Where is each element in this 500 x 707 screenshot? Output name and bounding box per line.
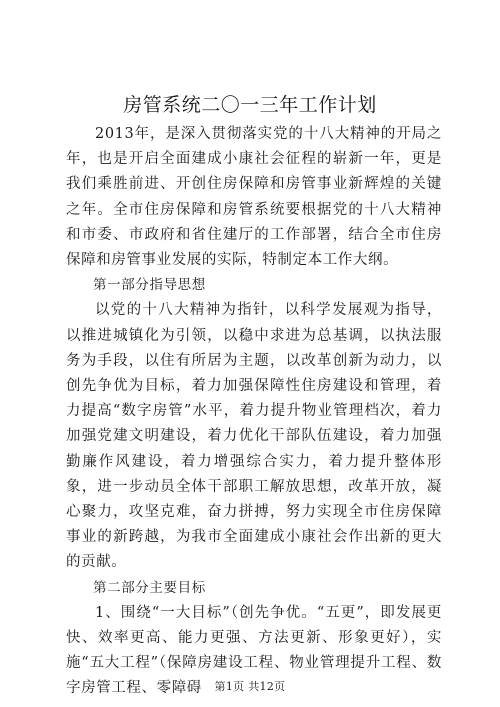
section-heading-guiding-ideology: 第一部分指导思想 bbox=[93, 277, 206, 294]
document-body bbox=[66, 122, 442, 702]
section-heading-main-goals: 第二部分主要目标 bbox=[93, 579, 206, 596]
intro-paragraph: 2013年，是深入贯彻落实党的十八大精神的开局之年，也是开启全面建成小康社会征程的崭新一年，更是我们乘胜前进、开创住房保障和房管事业新辉煌的关键之年。全市住房保障和房管系统要根据党的十八大精神和市委、市政府和省住建厅的工作部署，结合全市住房保障和房管事业发展的实际，特制定本工作大纲。 bbox=[66, 126, 442, 269]
document-title: 房管系统二〇一三年工作计划 bbox=[123, 94, 377, 116]
page-footer: 第1页 共12页 bbox=[214, 680, 286, 693]
guiding-ideology-paragraph: 以党的十八大精神为指针，以科学发展观为指导，以推进城镇化为引领，以稳中求进为总基调，以执法服务为手段，以住有所居为主题，以改革创新为动力，以创先争优为目标，着力加强保障性住房建设和管理，着力提高“数字房管”水平，着力提升物业管理档次，着力加强党建文明建设，着力优化干部队伍建设，着力加强勤廉作风建设，着力增强综合实力，着力提升整体形象，进一步动员全体干部职工解放思想，改革开放，凝心聚力，攻坚克难，奋力拼搏，努力实现全市住房保障事业的新跨越，为我市全面建成小康社会作出新的更大的贡献。 bbox=[66, 302, 442, 571]
main-goals-paragraph: 1、围绕“一大目标”（创先争优。“五更”，即发展更快、效率更高、能力更强、方法更新、形象更好），实施“五大工程”（保障房建设工程、物业管理提升工程、数字房管工程、零障碍 bbox=[66, 604, 442, 697]
